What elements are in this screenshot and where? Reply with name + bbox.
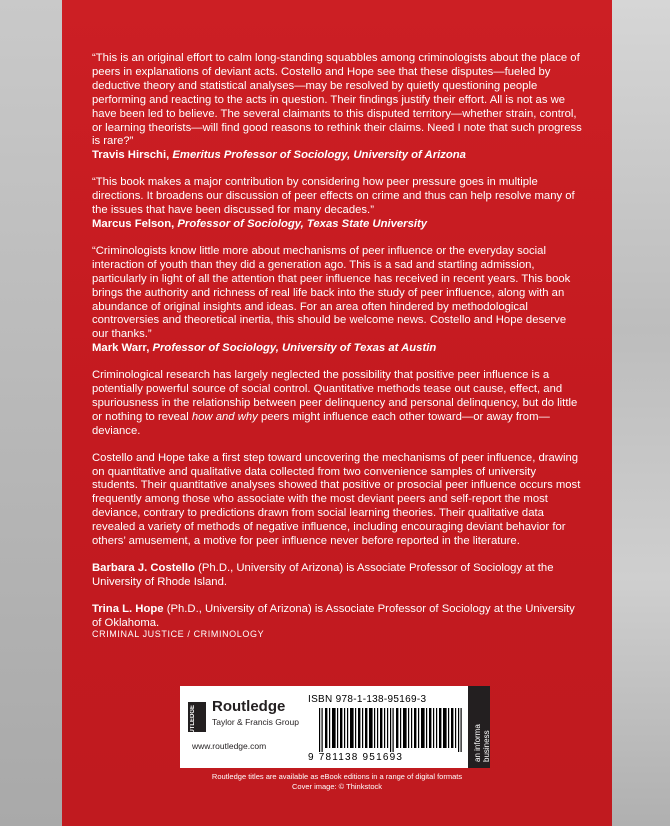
informa-text: an informa business <box>473 724 491 762</box>
endorsement-title: Emeritus Professor of Sociology, University of Arizona <box>172 149 466 162</box>
isbn: ISBN 978-1-138-95169-3 <box>308 694 427 705</box>
endorsement-attribution <box>92 342 436 354</box>
endorsement-title: Professor of Sociology, Texas State University <box>177 217 428 230</box>
routledge-logo-icon <box>188 702 206 743</box>
description-text: Criminological research has largely neglected the possibility that positive peer influence is a potentially powerful source of social control. Quantitative methods tease out cause, effect, and spuriousness in the relationship between peer delinquency and personal delinquency, but do little or nothing to reveal <box>92 369 578 423</box>
description-paragraph-2: Costello and Hope take a first step toward uncovering the mechanisms of peer influence, drawing on quantitative and qualitative data collected from two convenience samples of university students. Their quantitative analyses showed that positive or prosocial peer influence occurs most frequently among those who associate with the most deviant peers and self-report the most deviance, contrary to predictions drawn from social learning theories. Their qualitative data revealed a variety of methods of negative influence, including encouraging deviant behavior for others’ amusement, a motive for peer influence never before reported in the literature. <box>92 451 581 548</box>
endorsement-2 <box>92 176 582 232</box>
back-cover-text <box>92 52 582 644</box>
description-emphasis: how and why <box>191 410 258 423</box>
endorsement-1 <box>92 52 582 163</box>
informa-strip <box>468 686 490 768</box>
barcode-number: 9 781138 951693 <box>308 752 404 763</box>
routledge-logo-text: ROUTLEDGE <box>190 705 196 743</box>
author-name: Trina L. Hope <box>92 602 164 615</box>
publisher-group: Taylor & Francis Group <box>212 717 299 727</box>
endorsement-attribution <box>92 218 427 230</box>
endorsement-title: Professor of Sociology, University of Texas at Austin <box>152 342 437 355</box>
endorsement-author: Travis Hirschi, <box>92 149 170 162</box>
cover-image-credit: Cover image: © Thinkstock <box>291 782 382 791</box>
endorsement-attribution <box>92 149 466 161</box>
author-bio-text: (Ph.D., University of Arizona) is Associate Professor of Sociology at the University of Rhode Island. <box>92 562 554 588</box>
background-right <box>612 0 670 826</box>
endorsement-text: “This is an original effort to calm long-standing squabbles among criminologists about the place of peers in explanations of deviant acts. Costello and Hope see that these disputes—fueled by deductive theory and statistical analyses—may be resolved by quietly questioning people performing and reacting to the acts in question. Their findings justify their effort. All is not as we have been led to believe. The several claimants to this disputed territory—whether strain, control, or learning theorists—will find good reasons to rethink their claims. Need I note that such progress is rare?” <box>92 52 582 148</box>
endorsement-text: “This book makes a major contribution by considering how peer pressure goes in multiple directions. It broadens our discussion of peer effects on crime and thus can help resolve many of the issues that have been discussed for many decades.” <box>92 176 575 217</box>
author-bio-2 <box>92 603 582 631</box>
author-name: Barbara J. Costello <box>92 562 195 574</box>
ebook-notice: Routledge titles are available as eBook editions in a range of digital formats <box>211 772 463 781</box>
publisher-url: www.routledge.com <box>192 741 267 751</box>
endorsement-author: Marcus Felson, <box>92 217 175 230</box>
author-bio-text: (Ph.D., University of Arizona) is Associate Professor of Sociology at the University of Oklahoma. <box>92 602 575 629</box>
publisher-name: Routledge <box>212 698 286 715</box>
endorsement-author: Mark Warr, <box>92 342 150 355</box>
barcode-icon <box>319 708 465 752</box>
endorsement-3 <box>92 245 582 356</box>
barcode-box <box>180 686 490 768</box>
background-left <box>0 0 62 826</box>
description-text: peers might influence each other toward—or away from—deviance. <box>92 410 550 437</box>
subject-category: CRIMINAL JUSTICE / CRIMINOLOGY <box>92 629 265 639</box>
author-bio-1 <box>92 562 582 590</box>
description-paragraph-1 <box>92 369 582 439</box>
endorsement-text: “Criminologists know little more about mechanisms of peer influence or the everyday social interaction of youth than they did a generation ago. This is a sad and startling admission, particularly in light of all the attention that peer influence has received in recent years. This book brings the authority and richness of real life back into the study of peer influence, along with an abundance of original insights and ideas. For an area often hindered by methodological controversies and theoretical inertia, this should be welcome news. Costello and Hope deserve our thanks.” <box>92 244 571 341</box>
